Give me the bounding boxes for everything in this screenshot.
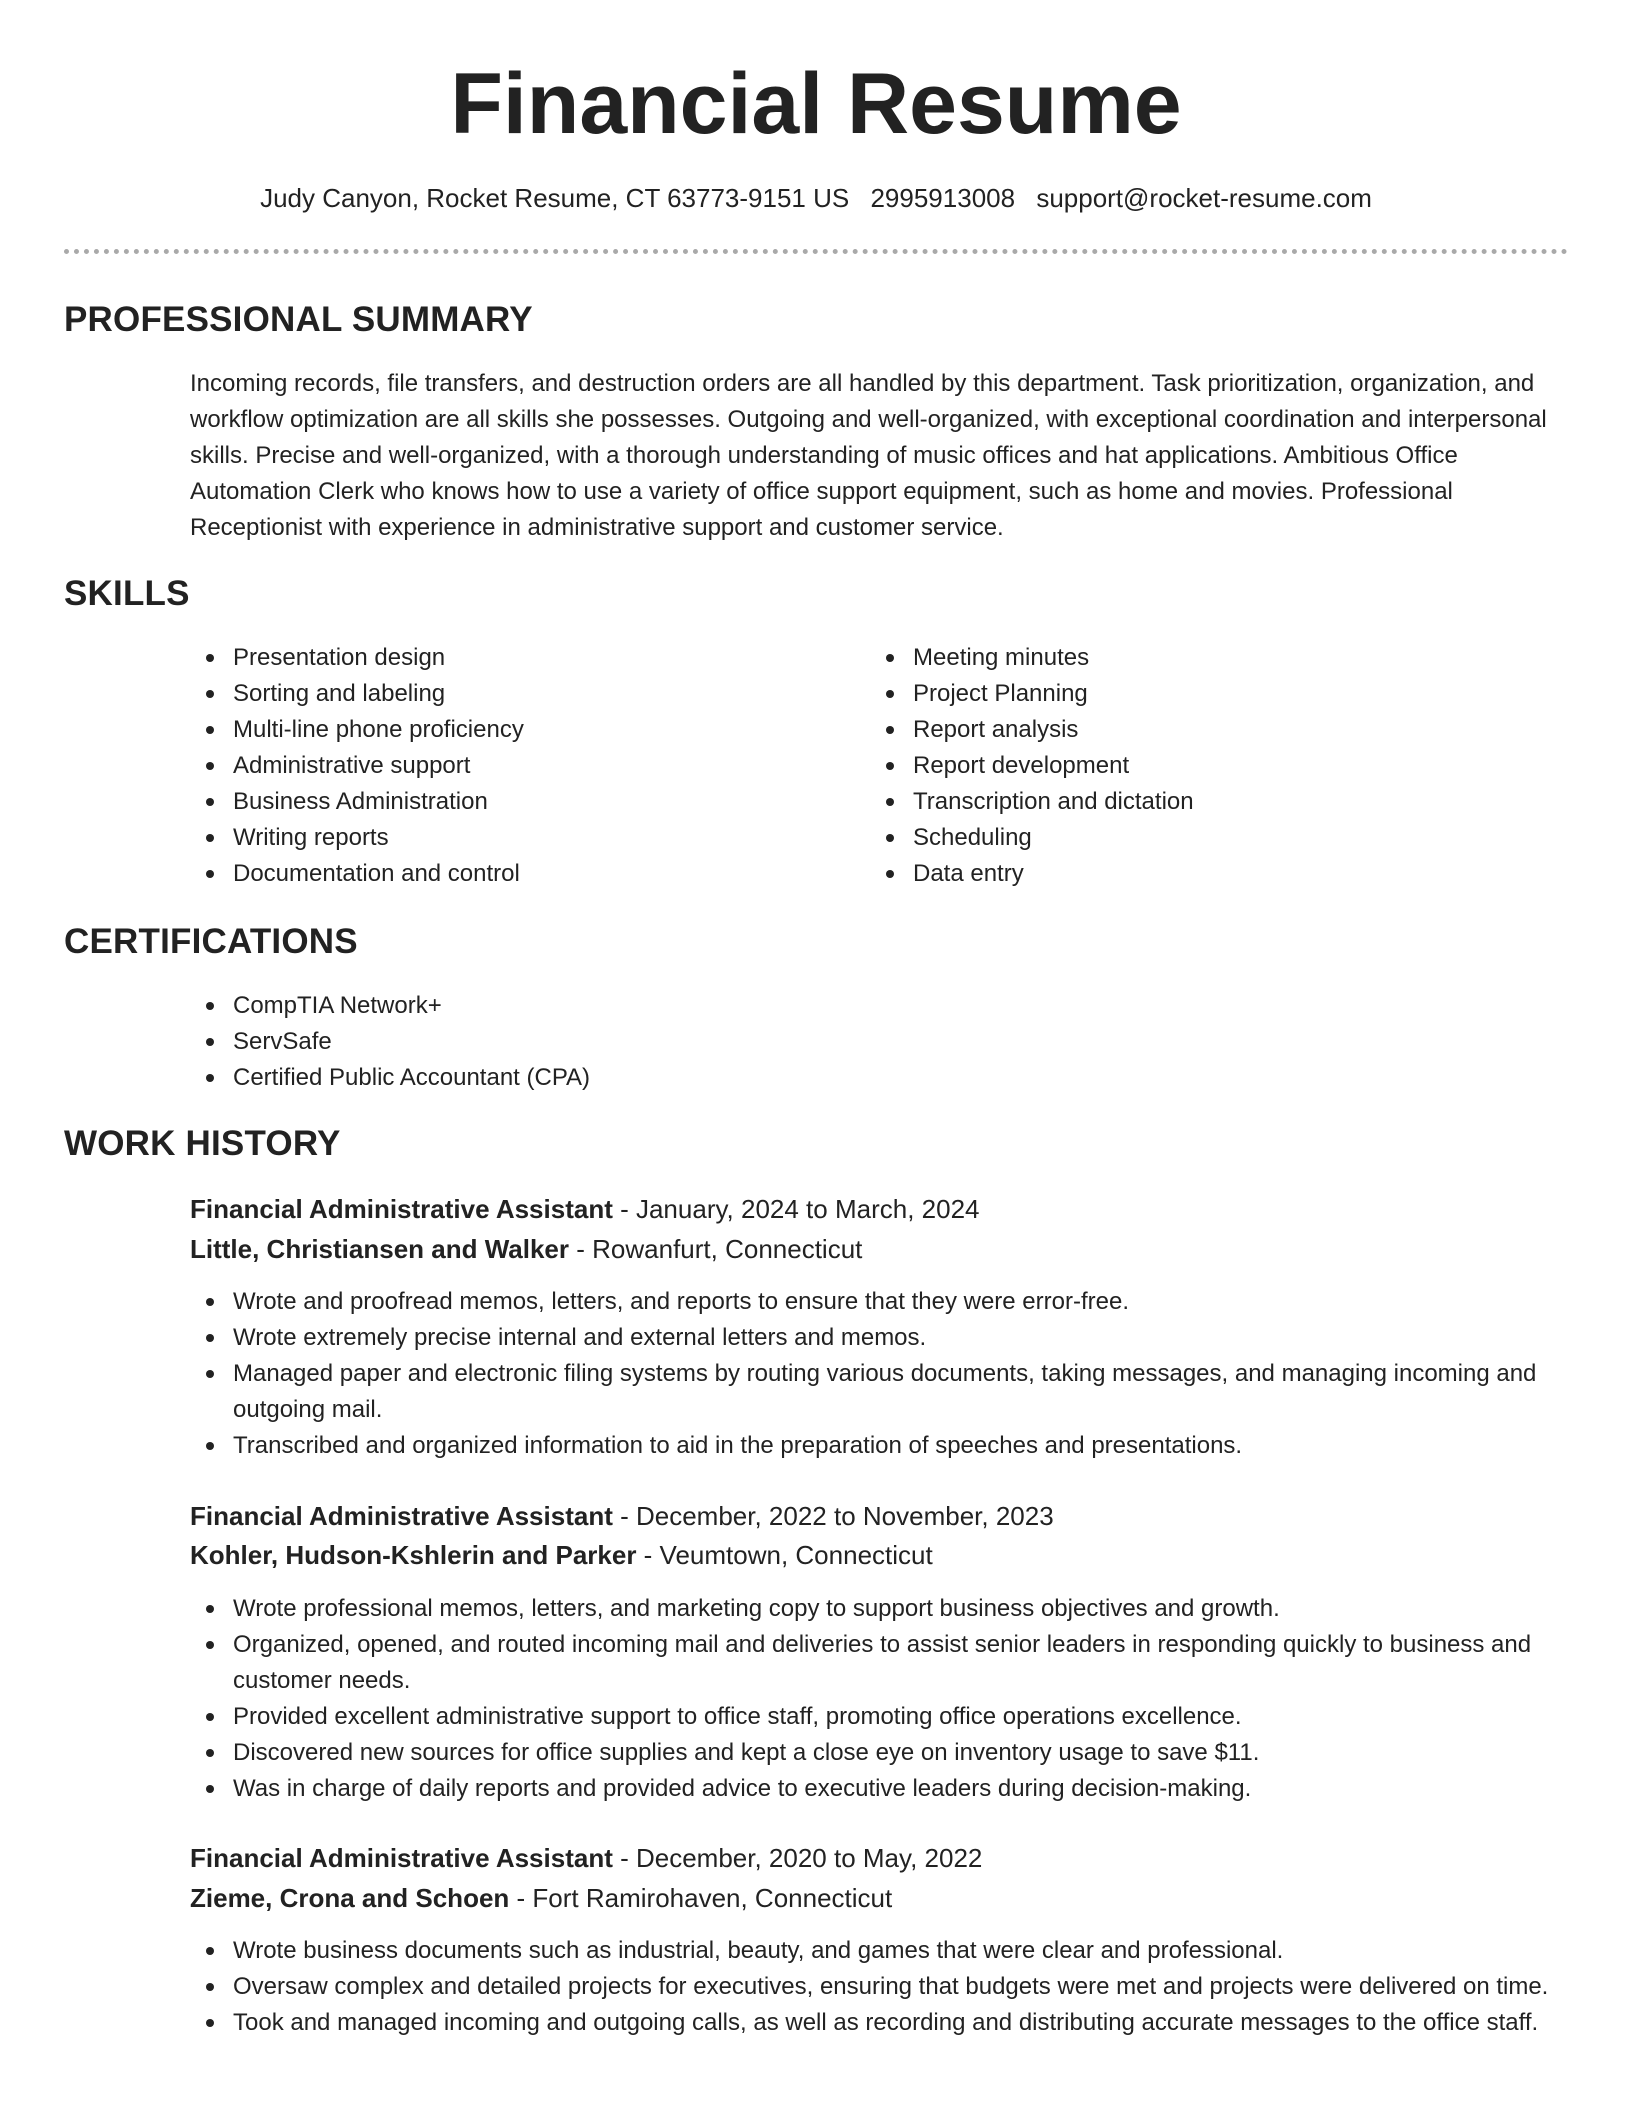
job-bullet: Was in charge of daily reports and provided advice to executive leaders during decision-making. [190,1771,1560,1807]
job-bullet: Provided excellent administrative support to office staff, promoting office operations excellence. [190,1699,1560,1735]
skill-item: Project Planning [870,676,1560,712]
certifications-list [190,988,1090,1096]
job-dates: - December, 2020 to May, 2022 [620,1843,983,1873]
contact-email: support@rocket-resume.com [1036,183,1372,213]
job-title-line [190,1839,982,1877]
header-divider [64,249,1568,254]
skill-item: Multi-line phone proficiency [190,712,790,748]
job-title-line [190,1497,1054,1535]
job-bullet: Wrote business documents such as industrial, beauty, and games that were clear and professional. [190,1933,1560,1969]
job-bullet: Oversaw complex and detailed projects for executives, ensuring that budgets were met and projects were delivered on time. [190,1969,1560,2005]
work-history-heading: WORK HISTORY [64,1124,341,1163]
job-bullet: Took and managed incoming and outgoing calls, as well as recording and distributing accurate messages to the office staff. [190,2005,1560,2041]
job-company-line [190,1536,933,1574]
job-bullet: Discovered new sources for office supplies and kept a close eye on inventory usage to save $11. [190,1735,1560,1771]
skill-item: Sorting and labeling [190,676,790,712]
summary-text: Incoming records, file transfers, and destruction orders are all handled by this department. Task prioritization, organization, and workflow optimization are all skills she possesses. Outgoing and well-organized, with exceptional coordination and interpersonal skills. Precise and well-organized, with a thorough understanding of music offices and hat applications. Ambitious Office Automation Clerk who knows how to use a variety of office support equipment, such as home and movies. Professional Receptionist with experience in administrative support and customer service. [190,370,1547,541]
job-bullets [190,1284,1560,1464]
job-bullet: Wrote extremely precise internal and external letters and memos. [190,1320,1560,1356]
skill-item: Writing reports [190,820,790,856]
job-dates: - January, 2024 to March, 2024 [620,1194,980,1224]
job-company-line [190,1879,892,1917]
certification-item: CompTIA Network+ [190,988,1090,1024]
job-title: Financial Administrative Assistant [190,1194,613,1224]
skill-item: Meeting minutes [870,640,1560,676]
skills-list-left [190,640,790,892]
job-title: Financial Administrative Assistant [190,1843,613,1873]
skill-item: Administrative support [190,748,790,784]
contact-phone: 2995913008 [870,183,1016,213]
certifications-heading: CERTIFICATIONS [64,922,358,961]
certification-item: ServSafe [190,1024,1090,1060]
certification-item: Certified Public Accountant (CPA) [190,1060,1090,1096]
job-title: Financial Administrative Assistant [190,1501,613,1531]
job-bullets [190,1933,1560,2041]
contact-line [0,180,1632,216]
job-company: Little, Christiansen and Walker [190,1234,570,1264]
skill-item: Report development [870,748,1560,784]
skill-item: Scheduling [870,820,1560,856]
job-bullet: Wrote and proofread memos, letters, and reports to ensure that they were error-free. [190,1284,1560,1320]
job-company: Zieme, Crona and Schoen [190,1883,510,1913]
skills-list-right [870,640,1560,892]
job-dates: - December, 2022 to November, 2023 [620,1501,1054,1531]
contact-address: Judy Canyon, Rocket Resume, CT 63773-9151 US [260,183,850,213]
skill-item: Report analysis [870,712,1560,748]
job-bullet: Wrote professional memos, letters, and marketing copy to support business objectives and growth. [190,1591,1560,1627]
job-bullet: Transcribed and organized information to aid in the preparation of speeches and presentations. [190,1428,1560,1464]
job-title-line [190,1190,980,1228]
job-location: - Veumtown, Connecticut [643,1540,933,1570]
job-bullet: Organized, opened, and routed incoming mail and deliveries to assist senior leaders in responding quickly to business and customer needs. [190,1627,1560,1699]
skill-item: Transcription and dictation [870,784,1560,820]
job-bullet: Managed paper and electronic filing systems by routing various documents, taking messages, and managing incoming and outgoing mail. [190,1356,1560,1428]
skill-item: Presentation design [190,640,790,676]
resume-title: Financial Resume [450,56,1182,152]
job-bullets [190,1591,1560,1807]
job-location: - Fort Ramirohaven, Connecticut [516,1883,893,1913]
job-company: Kohler, Hudson-Kshlerin and Parker [190,1540,637,1570]
skills-heading: SKILLS [64,574,190,613]
summary-heading: PROFESSIONAL SUMMARY [64,300,533,339]
skill-item: Business Administration [190,784,790,820]
skill-item: Documentation and control [190,856,790,892]
skill-item: Data entry [870,856,1560,892]
job-company-line [190,1230,862,1268]
job-location: - Rowanfurt, Connecticut [576,1234,863,1264]
